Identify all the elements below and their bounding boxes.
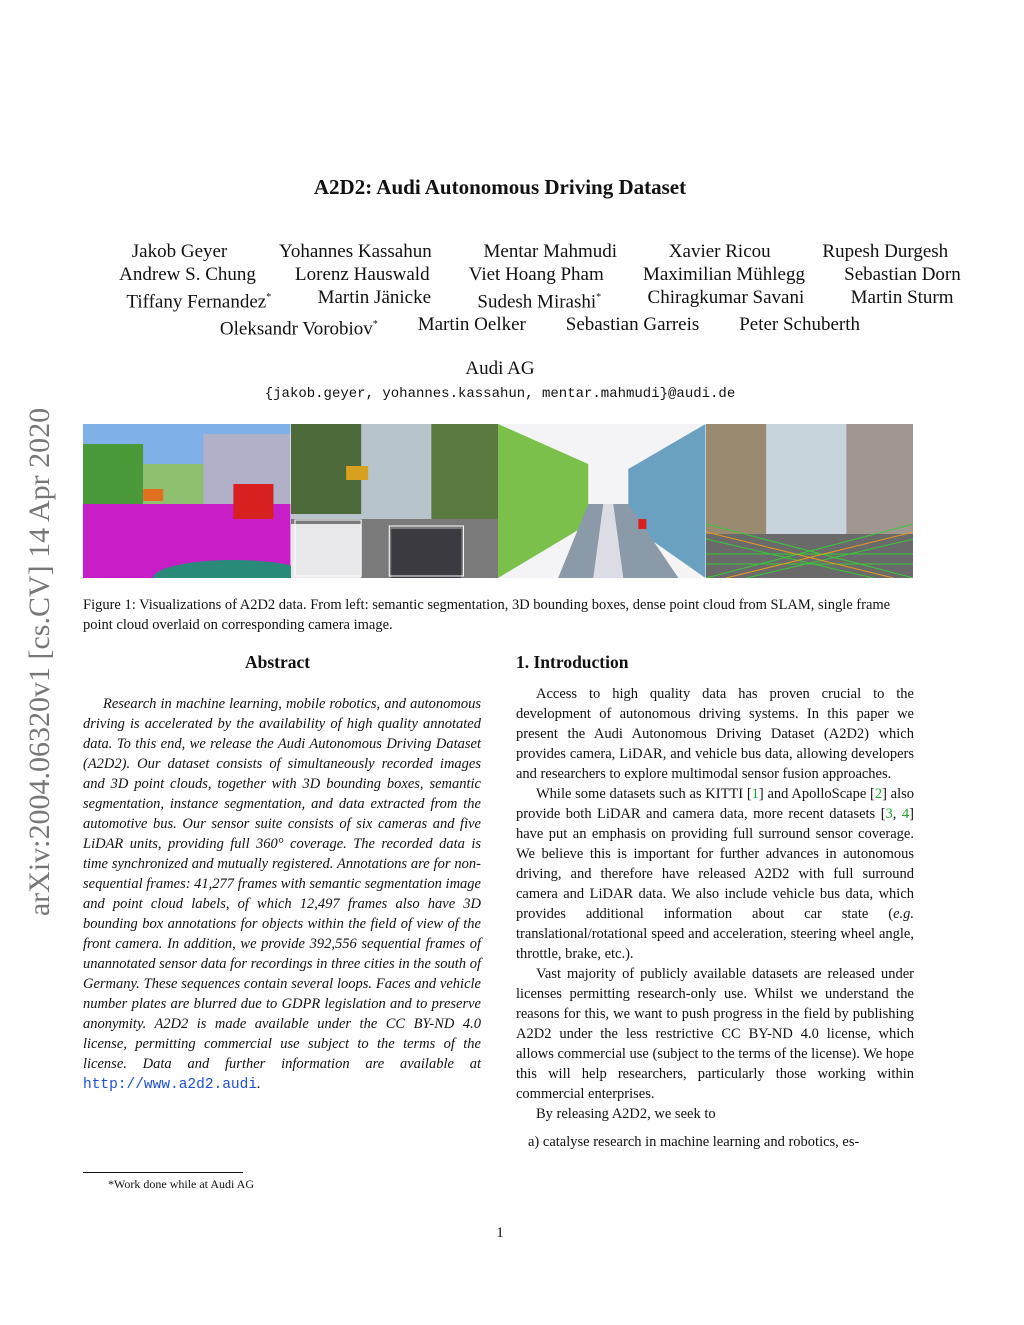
author: Sudesh Mirashi*: [477, 291, 602, 313]
dense-point-cloud-image: [498, 424, 706, 578]
author: Tiffany Fernandez*: [126, 291, 272, 313]
author: Jakob Geyer: [131, 241, 228, 262]
figure-1-image-strip: [83, 424, 913, 578]
author-list: [80, 240, 1000, 341]
author-row-1: [80, 240, 1000, 263]
footnote: *Work done while at Audi AG: [108, 1177, 255, 1191]
author-emails: {jakob.geyer, yohannes.kassahun, mentar.mahmudi}@audi.de: [264, 386, 736, 402]
author: Martin Oelker: [417, 314, 526, 336]
semantic-segmentation-image: [83, 424, 291, 578]
affiliation: Audi AG: [465, 358, 535, 379]
intro-paragraph-1: Access to high quality data has proven crucial to the development of autonomous driving systems. In this paper we present the Audi Autonomous Driving Dataset (A2D2) which provides camera, LiDAR, and vehicle bus data, allowing developers and researchers to explore multimodal sensor fusion approaches.: [516, 686, 914, 782]
author: Viet Hoang Pham: [468, 264, 604, 285]
intro-paragraph-2: While some datasets such as KITTI [1] and ApolloScape [2] also provide both LiDAR and camera data, more recent datasets [3, 4] have put an emphasis on providing full surround sensor coverage. We believe this is important for further advances in autonomous driving, and therefore have released A2D2 with full surround camera and LiDAR data. We also include vehicle bus data, which provides additional information about car state (e.g. translational/rotational speed and acceleration, steering wheel angle, throttle, brake, etc.).: [516, 786, 914, 962]
author: Peter Schuberth: [739, 314, 861, 336]
abstract-heading: Abstract: [245, 652, 311, 672]
author-row-3: [80, 286, 1000, 313]
abstract-text: Research in machine learning, mobile robotics, and autonomous driving is accelerated by the availability of high quality annotated data. To this end, we release the Audi Autonomous Driving Dataset (A2D2). Our dataset consists of simultaneously recorded images and 3D point clouds, together with 3D bounding boxes, semantic segmentation, instance segmentation, and data extracted from the automotive bus. Our sensor suite consists of six cameras and five LiDAR units, providing full 360° coverage. The recorded data is time synchronized and mutually registered. Annotations are for non-sequential frames: 41,277 frames with semantic segmentation image and point cloud labels, of which 12,497 frames also have 3D bounding box annotations for objects within the field of view of the front camera. In addition, we provide 392,556 sequential frames of unannotated sensor data for recordings in three cities in the south of Germany. These sequences contain several loops. Faces and vehicle number plates are blurred due to GDPR legislation and to preserve anonymity. A2D2 is made available under the CC BY-ND 4.0 license, permitting commercial use subject to the terms of the license. Data and further information are available at http://www.a2d2.audi.: [83, 696, 481, 1093]
author-row-4: [80, 313, 1000, 340]
author: Sebastian Garreis: [565, 314, 700, 336]
paper-title: A2D2: Audi Autonomous Driving Dataset: [313, 175, 687, 199]
author: Rupesh Durgesh: [822, 241, 949, 262]
3d-bounding-boxes-image: [291, 424, 499, 578]
page-number: 1: [496, 1225, 504, 1241]
author: Lorenz Hauswald: [295, 264, 430, 285]
intro-list-item-a: a) catalyse research in machine learning and robotics, es-: [528, 1134, 860, 1150]
author-row-2: [80, 263, 1000, 286]
author: Xavier Ricou: [668, 241, 771, 262]
footnote-rule: [83, 1172, 243, 1173]
author: Martin Jänicke: [317, 287, 432, 308]
introduction-text: [516, 684, 914, 1152]
point-cloud-overlay-image: [706, 424, 914, 578]
citation-link[interactable]: 4: [901, 806, 910, 822]
citation-link[interactable]: 1: [751, 786, 759, 802]
citation-link[interactable]: 2: [874, 786, 883, 802]
author: Mentar Mahmudi: [483, 241, 618, 262]
intro-paragraph-3: Vast majority of publicly available datasets are released under licenses permitting research-only use. Whilst we understand the reasons for this, we want to push progress in the field by publishing A2D2 under the less restrictive CC BY-ND 4.0 license, which allows commercial use (subject to the terms of the license). We hope this will help researchers, particularly those working within commercial enterprises.: [516, 966, 914, 1102]
author: Andrew S. Chung: [119, 264, 256, 285]
intro-paragraph-4: By releasing A2D2, we seek to: [536, 1106, 716, 1122]
author: Yohannes Kassahun: [279, 241, 432, 262]
figure-1-caption: Figure 1: Visualizations of A2D2 data. From left: semantic segmentation, 3D bounding boxes, dense point cloud from SLAM, single frame point cloud overlaid on corresponding camera image.: [83, 597, 891, 633]
author: Sebastian Dorn: [844, 264, 961, 285]
author: Oleksandr Vorobiov*: [219, 318, 378, 340]
author: Maximilian Mühlegg: [642, 264, 805, 285]
dataset-url-link[interactable]: http://www.a2d2.audi: [83, 1077, 258, 1093]
arxiv-stamp: arXiv:2004.06320v1 [cs.CV] 14 Apr 2020: [23, 407, 56, 917]
citation-link[interactable]: 3: [885, 806, 893, 822]
author: Martin Sturm: [850, 287, 954, 308]
author: Chiragkumar Savani: [647, 287, 805, 308]
introduction-heading: 1. Introduction: [516, 652, 629, 672]
